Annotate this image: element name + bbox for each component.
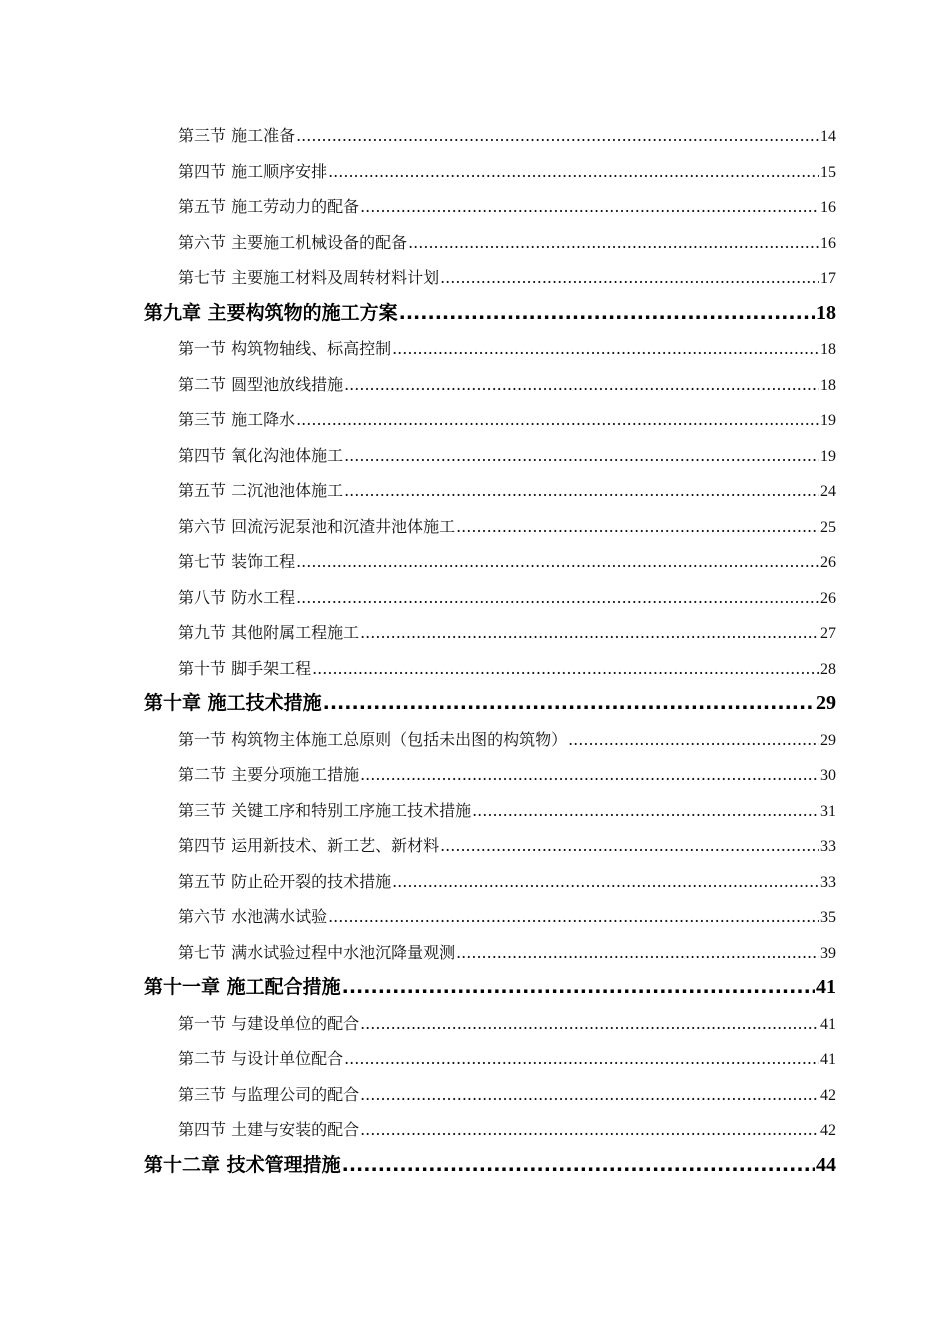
dot-leader <box>472 793 819 829</box>
toc-entry-title: 第三节 关键工序和特别工序施工技术措施 <box>178 800 472 820</box>
dot-leader <box>344 438 819 474</box>
toc-entry-title: 第五节 防止砼开裂的技术措施 <box>178 871 392 891</box>
toc-entry-title: 第四节 土建与安装的配合 <box>178 1120 360 1139</box>
toc-entry[interactable] <box>0 864 950 900</box>
dot-leader <box>392 864 819 900</box>
dot-leader <box>456 509 819 545</box>
toc-entry[interactable] <box>0 331 950 367</box>
toc-chapter-title: 第九章 主要构筑物的施工方案 <box>144 301 398 324</box>
dot-leader <box>399 296 815 332</box>
toc-entry-page: 26 <box>820 589 836 607</box>
toc-entry[interactable] <box>0 402 950 438</box>
toc-entry-page: 39 <box>820 944 836 962</box>
toc-entry[interactable] <box>0 509 950 545</box>
toc-entry-page: 15 <box>820 163 836 181</box>
dot-leader <box>360 1006 819 1042</box>
toc-entry-title: 第一节 构筑物轴线、标高控制 <box>178 339 392 358</box>
dot-leader <box>296 544 819 580</box>
toc-entry[interactable] <box>0 154 950 190</box>
toc-entry-page: 27 <box>820 625 836 642</box>
dot-leader <box>342 1148 815 1184</box>
dot-leader <box>360 1077 819 1113</box>
toc-entry[interactable] <box>0 1077 950 1113</box>
toc-entry-page: 18 <box>820 341 836 358</box>
dot-leader <box>360 189 819 225</box>
toc-entry[interactable] <box>0 438 950 474</box>
toc-entry-page: 24 <box>820 483 836 500</box>
dot-leader <box>568 722 819 758</box>
dot-leader <box>360 615 819 651</box>
toc-chapter-entry[interactable] <box>0 296 950 332</box>
table-of-contents <box>0 118 950 1183</box>
toc-entry-page: 31 <box>820 802 836 820</box>
toc-chapter-entry[interactable] <box>0 970 950 1006</box>
toc-entry-title: 第二节 圆型池放线措施 <box>178 374 344 394</box>
toc-entry-page: 16 <box>820 199 836 216</box>
dot-leader <box>296 118 819 154</box>
toc-entry-title: 第三节 施工准备 <box>178 126 296 145</box>
toc-entry[interactable] <box>0 367 950 403</box>
toc-entry-page: 41 <box>820 1051 836 1068</box>
dot-leader <box>392 331 819 367</box>
toc-entry-title: 第三节 与监理公司的配合 <box>178 1084 360 1104</box>
toc-entry-title: 第八节 防水工程 <box>178 587 296 607</box>
dot-leader <box>328 899 819 935</box>
dot-leader <box>296 402 819 438</box>
dot-leader <box>342 970 815 1006</box>
toc-entry-title: 第五节 二沉池池体施工 <box>178 481 344 500</box>
toc-entry[interactable] <box>0 793 950 829</box>
toc-entry-title: 第四节 施工顺序安排 <box>178 161 328 181</box>
toc-entry-title: 第九节 其他附属工程施工 <box>178 623 360 642</box>
toc-entry[interactable] <box>0 1041 950 1077</box>
toc-entry-title: 第一节 构筑物主体施工总原则（包括未出图的构筑物） <box>178 729 568 749</box>
dot-leader <box>312 651 819 687</box>
toc-entry-page: 28 <box>820 660 836 678</box>
toc-entry-title: 第一节 与建设单位的配合 <box>178 1013 360 1033</box>
toc-entry-page: 26 <box>820 554 836 571</box>
toc-entry[interactable] <box>0 1112 950 1148</box>
toc-entry[interactable] <box>0 225 950 261</box>
toc-chapter-title: 第十二章 技术管理措施 <box>144 1153 341 1176</box>
toc-entry[interactable] <box>0 189 950 225</box>
toc-entry-title: 第二节 与设计单位配合 <box>178 1049 344 1068</box>
dot-leader <box>323 686 815 722</box>
toc-entry-page: 18 <box>820 376 836 394</box>
toc-entry-page: 16 <box>820 234 836 252</box>
toc-entry-title: 第十节 脚手架工程 <box>178 658 312 678</box>
toc-entry-page: 41 <box>820 1015 836 1033</box>
toc-entry-page: 14 <box>820 128 836 145</box>
toc-entry-page: 17 <box>820 270 836 287</box>
toc-entry[interactable] <box>0 260 950 296</box>
toc-entry-page: 25 <box>820 518 836 536</box>
toc-entry[interactable] <box>0 118 950 154</box>
toc-entry-page: 19 <box>820 447 836 465</box>
toc-chapter-page: 29 <box>816 692 836 714</box>
toc-entry[interactable] <box>0 580 950 616</box>
dot-leader <box>408 225 819 261</box>
toc-entry-title: 第七节 装饰工程 <box>178 552 296 571</box>
dot-leader <box>360 757 819 793</box>
toc-entry-page: 42 <box>820 1122 836 1139</box>
toc-entry-page: 35 <box>820 909 836 926</box>
toc-entry-title: 第四节 氧化沟池体施工 <box>178 445 344 465</box>
toc-entry-title: 第四节 运用新技术、新工艺、新材料 <box>178 836 440 855</box>
toc-entry[interactable] <box>0 473 950 509</box>
dot-leader <box>344 367 819 403</box>
toc-entry-page: 29 <box>820 731 836 749</box>
toc-entry-title: 第二节 主要分项施工措施 <box>178 765 360 784</box>
toc-entry[interactable] <box>0 651 950 687</box>
toc-entry[interactable] <box>0 757 950 793</box>
toc-entry-page: 33 <box>820 873 836 891</box>
toc-entry[interactable] <box>0 1006 950 1042</box>
toc-entry[interactable] <box>0 828 950 864</box>
toc-entry[interactable] <box>0 722 950 758</box>
toc-chapter-title: 第十一章 施工配合措施 <box>144 976 341 998</box>
toc-entry-title: 第七节 满水试验过程中水池沉降量观测 <box>178 942 456 962</box>
toc-entry-title: 第六节 水池满水试验 <box>178 907 328 926</box>
toc-chapter-entry[interactable] <box>0 686 950 722</box>
toc-chapter-page: 44 <box>816 1153 836 1176</box>
dot-leader <box>344 473 819 509</box>
toc-chapter-page: 41 <box>816 976 836 998</box>
dot-leader <box>456 935 819 971</box>
toc-entry-page: 30 <box>820 767 836 784</box>
toc-entry[interactable] <box>0 935 950 971</box>
toc-entry-page: 42 <box>820 1086 836 1104</box>
dot-leader <box>296 580 819 616</box>
toc-chapter-title: 第十章 施工技术措施 <box>144 692 322 714</box>
toc-entry-page: 33 <box>820 838 836 855</box>
toc-entry-title: 第五节 施工劳动力的配备 <box>178 197 360 216</box>
dot-leader <box>360 1112 819 1148</box>
toc-entry[interactable] <box>0 544 950 580</box>
toc-entry-page: 19 <box>820 412 836 429</box>
dot-leader <box>328 154 819 190</box>
dot-leader <box>440 828 819 864</box>
toc-entry[interactable] <box>0 615 950 651</box>
toc-entry-title: 第六节 主要施工机械设备的配备 <box>178 232 408 252</box>
toc-chapter-page: 18 <box>816 301 836 324</box>
dot-leader <box>344 1041 819 1077</box>
toc-entry-title: 第七节 主要施工材料及周转材料计划 <box>178 268 440 287</box>
toc-chapter-entry[interactable] <box>0 1148 950 1184</box>
dot-leader <box>440 260 819 296</box>
toc-entry[interactable] <box>0 899 950 935</box>
toc-entry-title: 第六节 回流污泥泵池和沉渣井池体施工 <box>178 516 456 536</box>
toc-entry-title: 第三节 施工降水 <box>178 410 296 429</box>
